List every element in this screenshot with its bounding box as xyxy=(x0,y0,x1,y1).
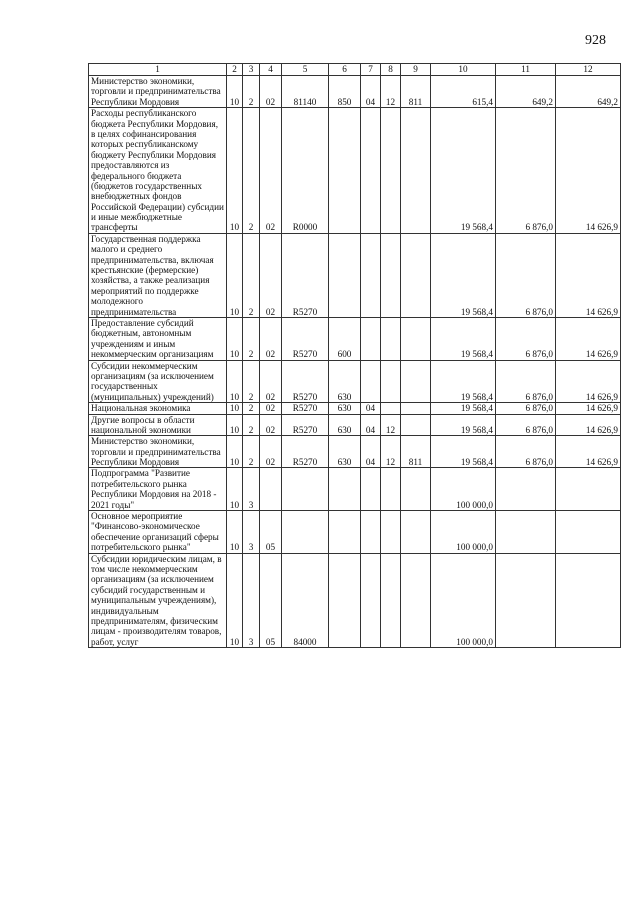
cell-amount-year-2: 6 876,0 xyxy=(496,317,556,360)
cell-section xyxy=(361,360,381,403)
cell-ministry-code xyxy=(401,511,431,554)
cell-name: Предоставление субсидий бюджетным, автономным учреждениям и иным некоммерческим организациям xyxy=(89,317,227,360)
cell-program-code: 10 xyxy=(227,233,243,317)
cell-section xyxy=(361,108,381,234)
cell-amount-year-2 xyxy=(496,511,556,554)
column-header: 11 xyxy=(496,64,556,76)
table-row xyxy=(89,553,621,648)
cell-expense-type xyxy=(329,468,361,511)
table-row xyxy=(89,403,621,414)
cell-section: 04 xyxy=(361,403,381,414)
cell-event-code: 02 xyxy=(260,76,282,108)
column-header: 2 xyxy=(227,64,243,76)
page-number: 928 xyxy=(585,33,606,48)
cell-amount-year-2: 6 876,0 xyxy=(496,436,556,468)
cell-amount-year-2: 6 876,0 xyxy=(496,403,556,414)
cell-expense-type: 630 xyxy=(329,414,361,436)
cell-expense-type: 630 xyxy=(329,436,361,468)
cell-amount-year-1: 19 568,4 xyxy=(431,414,496,436)
table-row xyxy=(89,317,621,360)
cell-subprogram-code: 2 xyxy=(243,317,260,360)
cell-section: 04 xyxy=(361,76,381,108)
cell-program-code: 10 xyxy=(227,360,243,403)
cell-amount-year-3: 14 626,9 xyxy=(556,233,621,317)
cell-program-code: 10 xyxy=(227,403,243,414)
cell-amount-year-2: 6 876,0 xyxy=(496,233,556,317)
cell-amount-year-1: 100 000,0 xyxy=(431,553,496,648)
cell-subprogram-code: 2 xyxy=(243,403,260,414)
cell-amount-year-3: 649,2 xyxy=(556,76,621,108)
cell-subprogram-code: 3 xyxy=(243,553,260,648)
cell-amount-year-1: 19 568,4 xyxy=(431,317,496,360)
cell-event-code: 02 xyxy=(260,436,282,468)
table-row xyxy=(89,360,621,403)
cell-name: Другие вопросы в области национальной экономики xyxy=(89,414,227,436)
cell-event-code: 02 xyxy=(260,108,282,234)
table-row xyxy=(89,233,621,317)
column-header: 9 xyxy=(401,64,431,76)
cell-name: Субсидии юридическим лицам, в том числе некоммерческим организациям (за исключением субсидий государственным и муниципальным учреждениям), индивидуальным предпринимателям, физическим лицам - производителям товаров, работ, услуг xyxy=(89,553,227,648)
cell-expense-type xyxy=(329,511,361,554)
cell-amount-year-3: 14 626,9 xyxy=(556,317,621,360)
column-header: 6 xyxy=(329,64,361,76)
cell-direction-code xyxy=(282,511,329,554)
cell-amount-year-1: 19 568,4 xyxy=(431,360,496,403)
cell-amount-year-3: 14 626,9 xyxy=(556,360,621,403)
cell-subsection xyxy=(381,317,401,360)
cell-event-code: 02 xyxy=(260,403,282,414)
column-header: 12 xyxy=(556,64,621,76)
cell-ministry-code xyxy=(401,468,431,511)
cell-subsection xyxy=(381,403,401,414)
column-header: 1 xyxy=(89,64,227,76)
cell-ministry-code xyxy=(401,403,431,414)
cell-amount-year-3: 14 626,9 xyxy=(556,403,621,414)
cell-expense-type xyxy=(329,233,361,317)
cell-subprogram-code: 2 xyxy=(243,233,260,317)
cell-event-code: 02 xyxy=(260,233,282,317)
cell-amount-year-3: 14 626,9 xyxy=(556,108,621,234)
cell-section xyxy=(361,468,381,511)
cell-subsection xyxy=(381,108,401,234)
cell-program-code: 10 xyxy=(227,414,243,436)
cell-subprogram-code: 2 xyxy=(243,360,260,403)
cell-direction-code: R5270 xyxy=(282,233,329,317)
cell-expense-type: 630 xyxy=(329,360,361,403)
cell-ministry-code xyxy=(401,317,431,360)
cell-direction-code: R5270 xyxy=(282,317,329,360)
cell-amount-year-2: 649,2 xyxy=(496,76,556,108)
cell-direction-code: R5270 xyxy=(282,436,329,468)
cell-event-code: 02 xyxy=(260,414,282,436)
cell-amount-year-2: 6 876,0 xyxy=(496,414,556,436)
cell-amount-year-3 xyxy=(556,511,621,554)
cell-program-code: 10 xyxy=(227,76,243,108)
cell-name: Национальная экономика xyxy=(89,403,227,414)
cell-amount-year-2 xyxy=(496,553,556,648)
table-row xyxy=(89,468,621,511)
column-header: 3 xyxy=(243,64,260,76)
cell-amount-year-3: 14 626,9 xyxy=(556,436,621,468)
cell-section xyxy=(361,233,381,317)
cell-event-code xyxy=(260,468,282,511)
cell-amount-year-1: 615,4 xyxy=(431,76,496,108)
cell-name: Основное мероприятие "Финансово-экономическое обеспечение организаций сферы потребительского рынка" xyxy=(89,511,227,554)
cell-event-code: 02 xyxy=(260,317,282,360)
cell-direction-code: 81140 xyxy=(282,76,329,108)
cell-section: 04 xyxy=(361,436,381,468)
cell-expense-type: 600 xyxy=(329,317,361,360)
cell-program-code: 10 xyxy=(227,108,243,234)
cell-amount-year-1: 100 000,0 xyxy=(431,468,496,511)
cell-program-code: 10 xyxy=(227,553,243,648)
column-header: 10 xyxy=(431,64,496,76)
table-row xyxy=(89,108,621,234)
cell-amount-year-1: 19 568,4 xyxy=(431,108,496,234)
cell-name: Министерство экономики, торговли и предпринимательства Республики Мордовия xyxy=(89,436,227,468)
cell-ministry-code xyxy=(401,360,431,403)
cell-amount-year-1: 19 568,4 xyxy=(431,436,496,468)
cell-amount-year-1: 19 568,4 xyxy=(431,233,496,317)
cell-name: Государственная поддержка малого и среднего предпринимательства, включая крестьянские (фермерские) хозяйства, а также реализация мероприятий по поддержке молодежного предпринимательства xyxy=(89,233,227,317)
cell-expense-type: 850 xyxy=(329,76,361,108)
cell-subprogram-code: 2 xyxy=(243,108,260,234)
column-header: 8 xyxy=(381,64,401,76)
cell-event-code: 05 xyxy=(260,511,282,554)
cell-ministry-code: 811 xyxy=(401,76,431,108)
cell-amount-year-2: 6 876,0 xyxy=(496,108,556,234)
column-header: 4 xyxy=(260,64,282,76)
cell-ministry-code xyxy=(401,108,431,234)
cell-subsection xyxy=(381,468,401,511)
cell-section xyxy=(361,553,381,648)
cell-ministry-code xyxy=(401,414,431,436)
column-header-row xyxy=(89,64,621,76)
table-row xyxy=(89,436,621,468)
budget-table xyxy=(88,63,621,648)
cell-expense-type xyxy=(329,108,361,234)
cell-amount-year-1: 19 568,4 xyxy=(431,403,496,414)
cell-subsection xyxy=(381,360,401,403)
cell-direction-code: R5270 xyxy=(282,403,329,414)
cell-event-code: 05 xyxy=(260,553,282,648)
cell-direction-code: 84000 xyxy=(282,553,329,648)
cell-ministry-code: 811 xyxy=(401,436,431,468)
cell-expense-type: 630 xyxy=(329,403,361,414)
cell-name: Подпрограмма "Развитие потребительского рынка Республики Мордовия на 2018 - 2021 годы" xyxy=(89,468,227,511)
cell-subsection xyxy=(381,511,401,554)
cell-section: 04 xyxy=(361,414,381,436)
cell-subsection xyxy=(381,233,401,317)
cell-direction-code xyxy=(282,468,329,511)
cell-program-code: 10 xyxy=(227,317,243,360)
cell-name: Министерство экономики, торговли и предпринимательства Республики Мордовия xyxy=(89,76,227,108)
cell-subprogram-code: 2 xyxy=(243,76,260,108)
cell-subsection: 12 xyxy=(381,76,401,108)
cell-amount-year-2 xyxy=(496,468,556,511)
column-header: 5 xyxy=(282,64,329,76)
cell-amount-year-3 xyxy=(556,468,621,511)
cell-event-code: 02 xyxy=(260,360,282,403)
table-row xyxy=(89,76,621,108)
cell-amount-year-3: 14 626,9 xyxy=(556,414,621,436)
cell-section xyxy=(361,317,381,360)
cell-subprogram-code: 3 xyxy=(243,468,260,511)
cell-subsection: 12 xyxy=(381,436,401,468)
cell-subsection xyxy=(381,553,401,648)
cell-section xyxy=(361,511,381,554)
cell-amount-year-2: 6 876,0 xyxy=(496,360,556,403)
table-row xyxy=(89,414,621,436)
cell-expense-type xyxy=(329,553,361,648)
cell-program-code: 10 xyxy=(227,436,243,468)
cell-subsection: 12 xyxy=(381,414,401,436)
cell-name: Субсидии некоммерческим организациям (за исключением государственных (муниципальных) учреждений) xyxy=(89,360,227,403)
cell-program-code: 10 xyxy=(227,468,243,511)
cell-name: Расходы республиканского бюджета Республики Мордовия, в целях софинансирования которых республиканскому бюджету Республики Мордовия предоставляются из федерального бюджета (бюджетов государственных внебюджетных фондов Российской Федерации) субсидии и иные межбюджетные трансферты xyxy=(89,108,227,234)
cell-amount-year-3 xyxy=(556,553,621,648)
cell-subprogram-code: 3 xyxy=(243,511,260,554)
table-row xyxy=(89,511,621,554)
cell-direction-code: R5270 xyxy=(282,360,329,403)
column-header: 7 xyxy=(361,64,381,76)
cell-direction-code: R5270 xyxy=(282,414,329,436)
cell-direction-code: R0000 xyxy=(282,108,329,234)
cell-subprogram-code: 2 xyxy=(243,436,260,468)
cell-ministry-code xyxy=(401,553,431,648)
cell-amount-year-1: 100 000,0 xyxy=(431,511,496,554)
cell-subprogram-code: 2 xyxy=(243,414,260,436)
cell-ministry-code xyxy=(401,233,431,317)
cell-program-code: 10 xyxy=(227,511,243,554)
